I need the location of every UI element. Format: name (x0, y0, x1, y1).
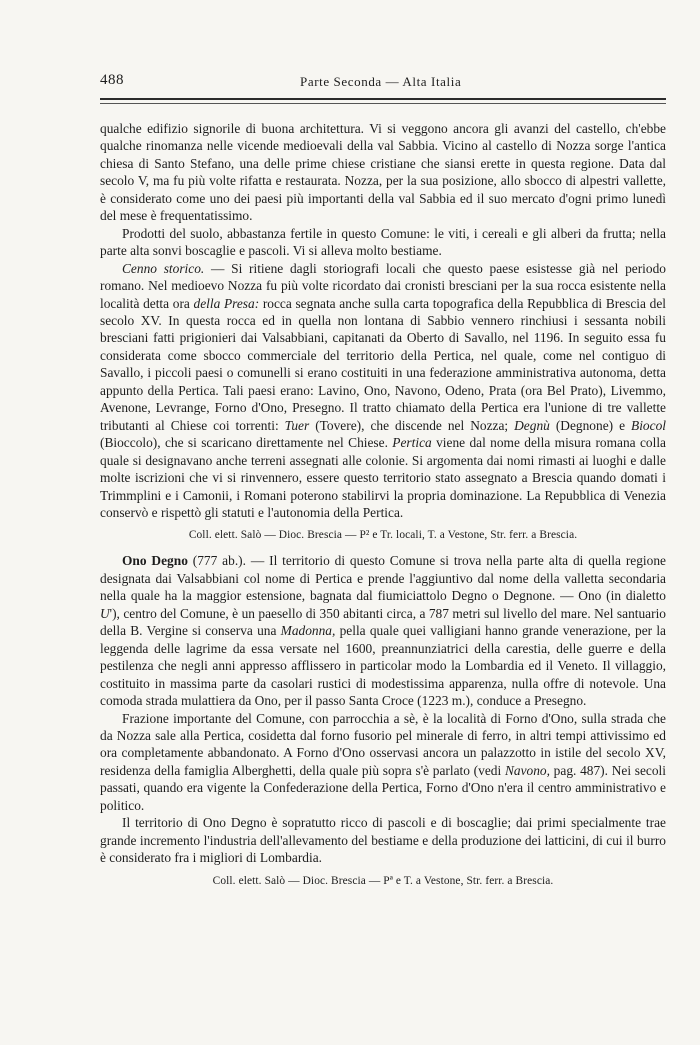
paragraph-ono-degno: Ono Degno (777 ab.). — Il territorio di questo Comune si trova nella parte alta di quella regione designata dai Valsabbiani col nome di Pertica e prende l'aggiuntivo dal nome della valletta secondaria nella quale ha la maggior estensione, bagnata dal fiumiciattolo Degno o Degnone. — Ono (in dialetto U'), centro del Comune, è un paesello di 350 abitanti circa, a 787 metri sul livello del mare. Nel santuario della B. Vergine si conserva una Madonna, pella quale quei valligiani hanno grande venerazione, per la leggenda delle lagrime da essa versate nel 1600, preannunziatrici della carestia, delle guerre e della pestilenza che negli anni appresso afflissero in particolar modo la Lombardia ed il Veneto. Il villaggio, costituito in massima parte da casolari rustici di modestissima apparenza, nulla offre di notevole. Una comoda strada mulattiera da Ono, per il passo Santa Croce (1223 m.), conduce a Presegno. (100, 553, 666, 709)
page-number: 488 (100, 72, 124, 88)
paragraph-cenno-storico: Cenno storico. — Si ritiene dagli storiografi locali che questo paese esistesse già nel periodo romano. Nel medioevo Nozza fu più volte ricordato dai cronisti bresciani per la sua rocca esistente nella località detta ora della Presa: rocca segnata anche sulla carta topografica della Repubblica di Brescia del secolo XV. In questa rocca ed in quella non lontana di Sabbio vennero rinchiusi i sessanta nobili bresciani fatti prigionieri dai Valsabbiani, capitanati da Oberto di Savallo, nel 1196. In seguito essa fu considerata come sbocco commerciale del territorio della Pertica, nel quale, come nel contiguo di Savallo, i piccoli paesi o comunelli si erano costituiti in una federazione amministrativa autonoma, detta appunto della Pertica. Tali paesi erano: Lavino, Ono, Navono, Odeno, Prata (ora Bel Prato), Livemmo, Avenone, Levrange, Forno d'Ono, Presegno. Il tratto chiamato della Pertica era l'unione di tre vallette tributanti al Chiese coi torrenti: Tuer (Tovere), che discende nel Nozza; Degnù (Degnone) e Biocol (Bioccolo), che si scaricano direttamente nel Chiese. Pertica viene dal nome della misura romana colla quale si designavano anche terreni assegnati alle colonie. Si argomenta dai nomi rimasti ai luoghi e dalle molte iscrizioni che vi si rinvennero, essere questo territorio stato assegnato a Brescia quando domati i Trimmplini e i Camonii, i Romani poterono stabilirvi la propria dominazione. La Repubblica di Venezia conservò e rispettò gli statuti e l'autonomia della Pertica. (100, 260, 667, 520)
page-header (100, 72, 666, 92)
paragraph-prodotti: Prodotti del suolo, abbastanza fertile in questo Comune: le viti, i cereali e gli alberi da frutta; nella parte alta sonvi boscaglie e pascoli. Vi si alleva molto bestiame. (100, 225, 666, 259)
reference-line-nozza: Coll. elett. Salò — Dioc. Brescia — P² e Tr. locali, T. a Vestone, Str. ferr. a Brescia. (188, 529, 578, 542)
section-lead-cenno-storico: Cenno storico. (122, 260, 205, 276)
reference-line-ono-degno: Coll. elett. Salò — Dioc. Brescia — Pª e T. a Vestone, Str. ferr. a Brescia. (212, 874, 554, 887)
paragraph-territorio: Il territorio di Ono Degno è sopratutto ricco di pascoli e di boscaglie; dai primi specialmente trae grande incremento l'industria dell'allevamento del bestiame e della produzione dei latticini, di cui il burro è considerato fra i migliori di Lombardia. (100, 815, 666, 866)
paragraph-nozza-continued: qualche edifizio signorile di buona architettura. Vi si veggono ancora gli avanzi del castello, ch'ebbe qualche rinomanza nelle vicende medioevali della val Sabbia. Vicino al castello di Nozza sorge l'antica chiesa di Santo Stefano, una delle prime chiese cristiane che siansi erette in questa regione. Data dal secolo V, ma fu più volte rifatta e restaurata. Nozza, per la sua posizione, allo sbocco di alpestri vallette, è considerato come uno dei paesi più importanti della val Sabbia ed il suo mercato d'ogni primo lunedì del mese è frequentatissimo. (100, 121, 666, 224)
paragraph-forno-dono: Frazione importante del Comune, con parrocchia a sè, è la località di Forno d'Ono, sulla strada che da Nozza sale alla Pertica, cosidetta dal forno fusorio pel minerale di ferro, in altri tempi attivissimo ed ora completamente abbandonato. A Forno d'Ono osservasi ancora un palazzotto in istile del secolo XV, residenza della famiglia Alberghetti, della quale più sopra s'è parlato (vedi Navono, pag. 487). Nei secoli passati, quando era vigente la Confederazione della Pertica, Forno d'Ono n'era il centro amministrativo e politico. (100, 710, 666, 813)
entry-title-ono-degno: Ono Degno (122, 553, 188, 569)
running-title: Parte Seconda — Alta Italia (300, 74, 462, 89)
header-rule-thin (100, 103, 666, 104)
page-body (100, 120, 666, 898)
header-rule (100, 98, 666, 100)
